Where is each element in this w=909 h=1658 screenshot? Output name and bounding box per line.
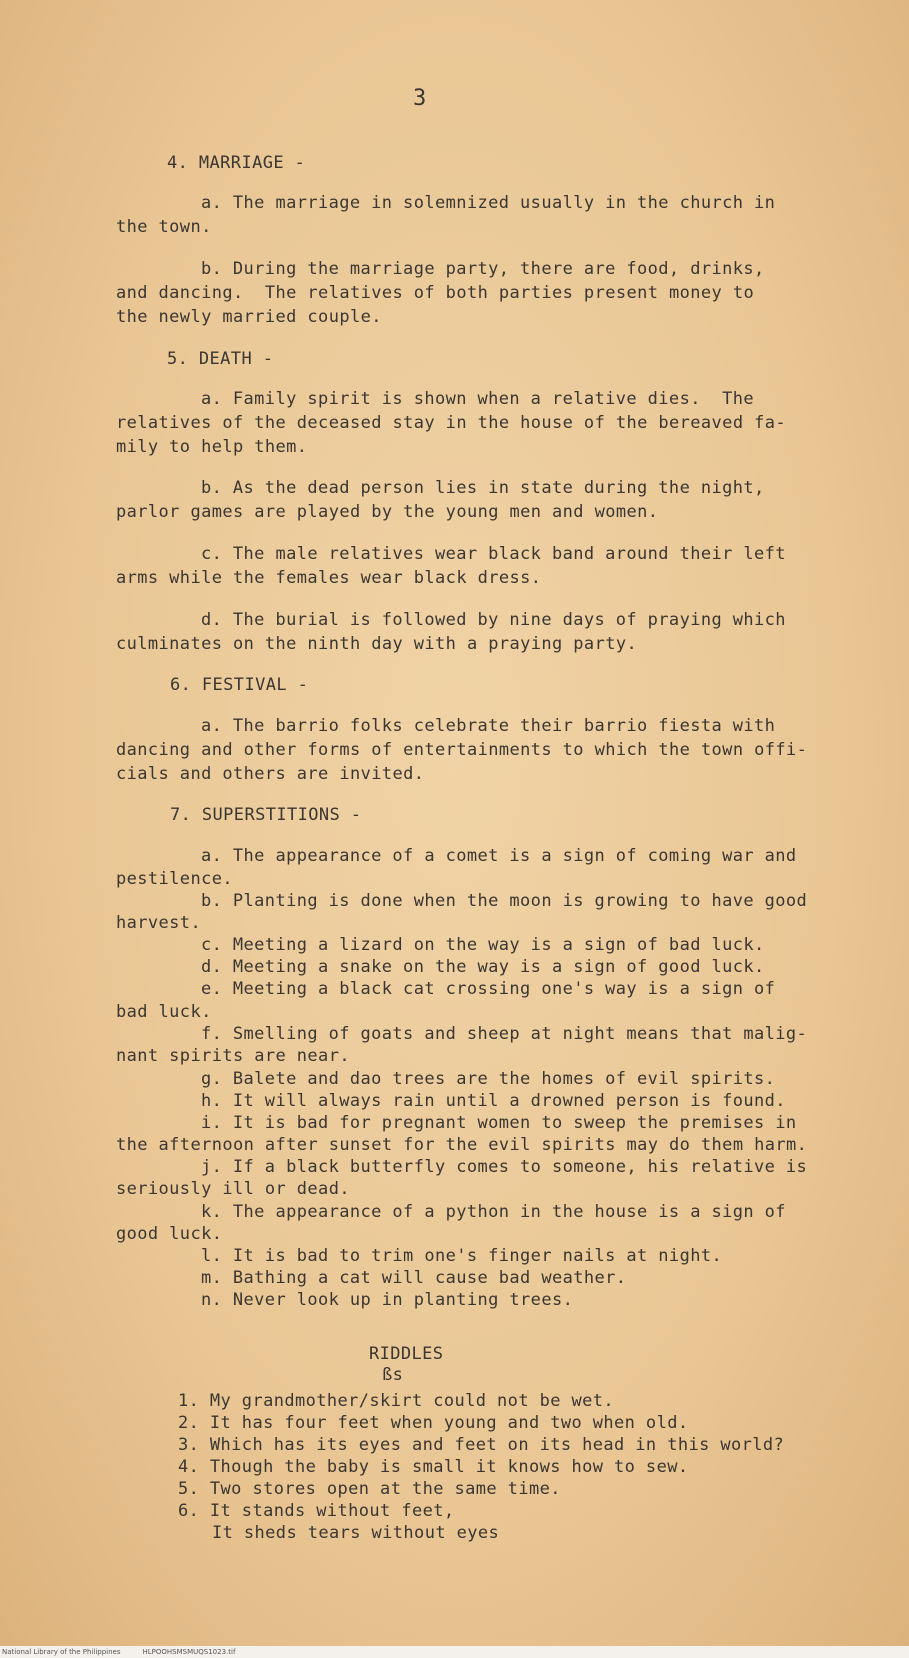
riddle-item: 1. My grandmother/skirt could not be wet. xyxy=(178,1391,615,1411)
marriage-b-line1: b. During the marriage party, there are food, drinks, xyxy=(201,259,765,279)
superstition-line: the afternoon after sunset for the evil spirits may do them harm. xyxy=(116,1135,808,1155)
superstition-line: a. The appearance of a comet is a sign of coming war and xyxy=(201,846,797,866)
superstition-line: f. Smelling of goats and sheep at night means that malig- xyxy=(201,1024,808,1044)
death-a-line3: mily to help them. xyxy=(116,437,308,457)
marriage-a-line1: a. The marriage in solemnized usually in the church in xyxy=(201,193,776,213)
marriage-a-line2: the town. xyxy=(116,217,212,237)
death-d-line1: d. The burial is followed by nine days of praying which xyxy=(201,610,786,630)
riddle-item: 6. It stands without feet, xyxy=(178,1501,455,1521)
superstition-line: l. It is bad to trim one's finger nails at night. xyxy=(201,1246,723,1266)
riddles-annotation: ßs xyxy=(382,1365,404,1385)
superstition-line: g. Balete and dao trees are the homes of evil spirits. xyxy=(201,1069,776,1089)
superstition-line: bad luck. xyxy=(116,1002,212,1022)
death-b-line1: b. As the dead person lies in state during the night, xyxy=(201,478,765,498)
superstition-line: good luck. xyxy=(116,1224,223,1244)
superstition-line: harvest. xyxy=(116,913,202,933)
death-heading: 5. DEATH - xyxy=(167,349,274,369)
superstition-line: e. Meeting a black cat crossing one's way is a sign of xyxy=(201,979,776,999)
page-number: 3 xyxy=(413,86,427,111)
festival-a-line2: dancing and other forms of entertainments to which the town offi- xyxy=(116,740,808,760)
superstition-line: d. Meeting a snake on the way is a sign of good luck. xyxy=(201,957,765,977)
riddle-item: It sheds tears without eyes xyxy=(212,1523,500,1543)
superstition-line: h. It will always rain until a drowned person is found. xyxy=(201,1091,786,1111)
superstition-line: n. Never look up in planting trees. xyxy=(201,1290,574,1310)
superstition-line: c. Meeting a lizard on the way is a sign of bad luck. xyxy=(201,935,765,955)
superstition-line: k. The appearance of a python in the house is a sign of xyxy=(201,1202,786,1222)
superstitions-heading: 7. SUPERSTITIONS - xyxy=(170,805,362,825)
riddle-item: 2. It has four feet when young and two when old. xyxy=(178,1413,689,1433)
scan-footer xyxy=(0,1646,909,1658)
footer-file: HLPOOHSMSMUQS1023.tif xyxy=(142,1648,236,1656)
marriage-b-line3: the newly married couple. xyxy=(116,307,382,327)
marriage-b-line2: and dancing. The relatives of both parties present money to xyxy=(116,283,755,303)
riddle-item: 5. Two stores open at the same time. xyxy=(178,1479,561,1499)
death-c-line1: c. The male relatives wear black band around their left xyxy=(201,544,786,564)
marriage-heading: 4. MARRIAGE - xyxy=(167,153,306,173)
superstition-line: nant spirits are near. xyxy=(116,1046,350,1066)
festival-a-line1: a. The barrio folks celebrate their barrio fiesta with xyxy=(201,716,776,736)
superstition-line: j. If a black butterfly comes to someone, his relative is xyxy=(201,1157,808,1177)
death-a-line2: relatives of the deceased stay in the house of the bereaved fa- xyxy=(116,413,786,433)
death-a-line1: a. Family spirit is shown when a relative dies. The xyxy=(201,389,755,409)
superstition-line: m. Bathing a cat will cause bad weather. xyxy=(201,1268,627,1288)
death-c-line2: arms while the females wear black dress. xyxy=(116,568,542,588)
superstition-line: b. Planting is done when the moon is growing to have good xyxy=(201,891,808,911)
superstition-line: seriously ill or dead. xyxy=(116,1179,350,1199)
riddles-heading: RIDDLES xyxy=(369,1344,444,1364)
superstition-line: i. It is bad for pregnant women to sweep the premises in xyxy=(201,1113,797,1133)
festival-heading: 6. FESTIVAL - xyxy=(170,675,309,695)
riddle-item: 4. Though the baby is small it knows how to sew. xyxy=(178,1457,689,1477)
death-d-line2: culminates on the ninth day with a praying party. xyxy=(116,634,638,654)
footer-source: National Library of the Philippines xyxy=(2,1648,121,1656)
riddle-item: 3. Which has its eyes and feet on its head in this world? xyxy=(178,1435,785,1455)
festival-a-line3: cials and others are invited. xyxy=(116,764,425,784)
superstition-line: pestilence. xyxy=(116,869,233,889)
death-b-line2: parlor games are played by the young men and women. xyxy=(116,502,659,522)
